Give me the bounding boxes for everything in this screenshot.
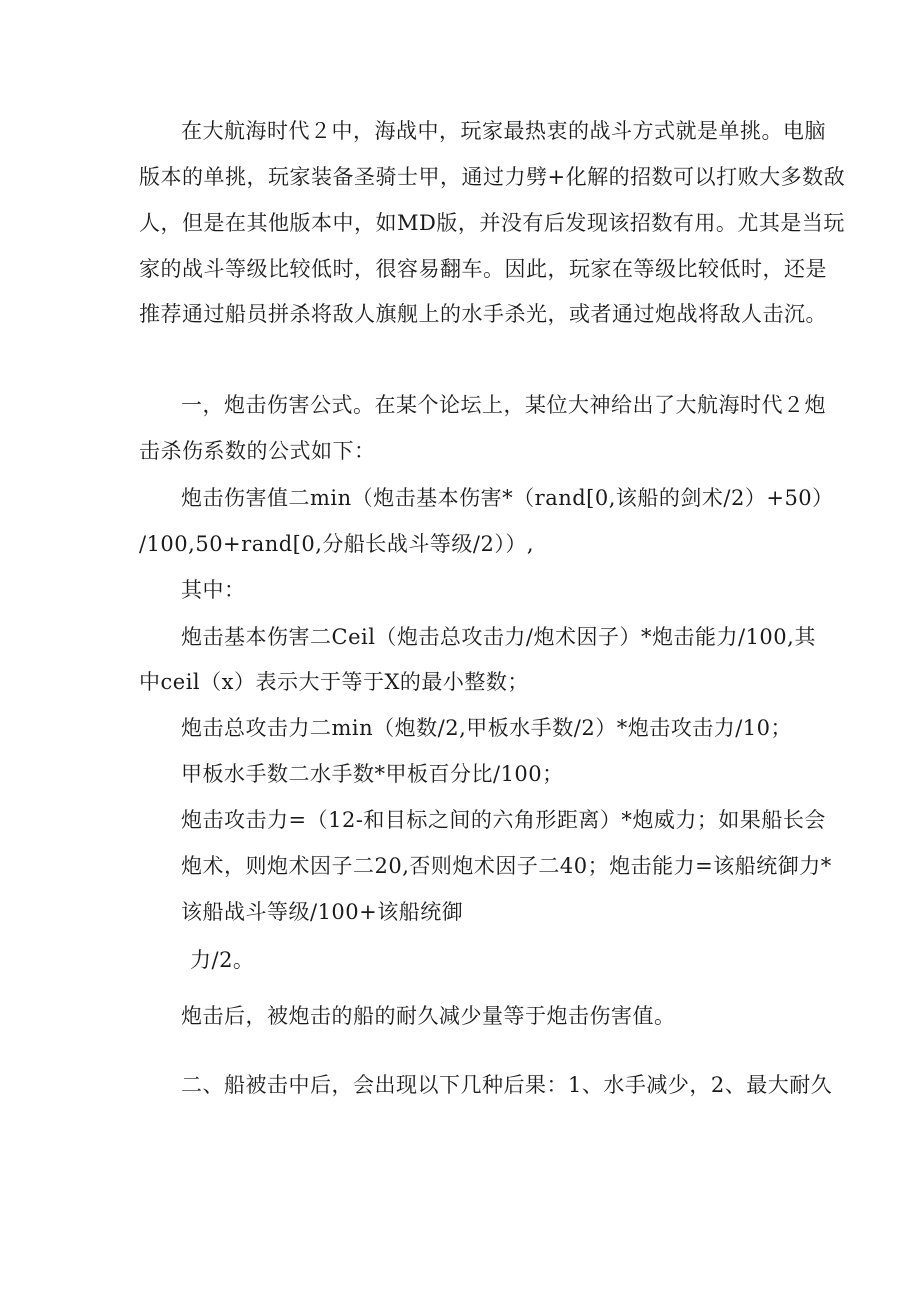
formula-line: 炮击攻击力=（12-和目标之间的六角形距离）*炮威力；如果船长会	[181, 808, 826, 832]
section-heading-line: 一，炮击伤害公式。在某个论坛上，某位大神给出了大航海时代２炮	[181, 393, 826, 417]
paragraph-line: 家的战斗等级比较低时，很容易翻车。因此，玩家在等级比较低时，还是	[139, 257, 827, 281]
formula-line: 甲板水手数二水手数*甲板百分比/100；	[181, 762, 564, 786]
paragraph-line: 在大航海时代２中，海战中，玩家最热衷的战斗方式就是单挑。电脑	[181, 119, 826, 143]
section-heading-line: 二、船被击中后，会出现以下几种后果：1、水手减少，2、最大耐久	[181, 1073, 833, 1097]
formula-line: 炮术，则炮术因子二20,否则炮术因子二40；炮击能力=该船统御力*	[181, 854, 832, 878]
formula-line: 中ceil（x）表示大于等于X的最小整数；	[139, 670, 529, 694]
formula-line: 炮击总攻击力二min（炮数/2,甲板水手数/2）*炮击攻击力/10；	[181, 716, 792, 740]
formula-line: 炮击伤害值二min（炮击基本伤害*（rand[0,该船的剑术/2）+50）	[181, 486, 834, 510]
paragraph-line: 推荐通过船员拼杀将敌人旗舰上的水手杀光，或者通过炮战将敌人击沉。	[139, 302, 827, 326]
formula-line: 该船战斗等级/100+该船统御	[181, 900, 464, 924]
paragraph-line: 击杀伤系数的公式如下：	[139, 439, 376, 463]
paragraph-line: 其中：	[181, 578, 246, 602]
formula-line: 炮击基本伤害二Ceil（炮击总攻击力/炮术因子）*炮击能力/100,其	[181, 625, 816, 649]
formula-line: 力/2。	[190, 948, 255, 972]
formula-line: /100,50+rand[0,分船长战斗等级/2））,	[139, 532, 535, 556]
paragraph-line: 版本的单挑，玩家装备圣骑士甲，通过力劈+化解的招数可以打败大多数敌	[139, 165, 846, 189]
paragraph-line: 炮击后，被炮击的船的耐久减少量等于炮击伤害值。	[181, 1004, 676, 1028]
paragraph-line: 人，但是在其他版本中，如MD版，并没有后发现该招数有用。尤其是当玩	[139, 211, 845, 235]
